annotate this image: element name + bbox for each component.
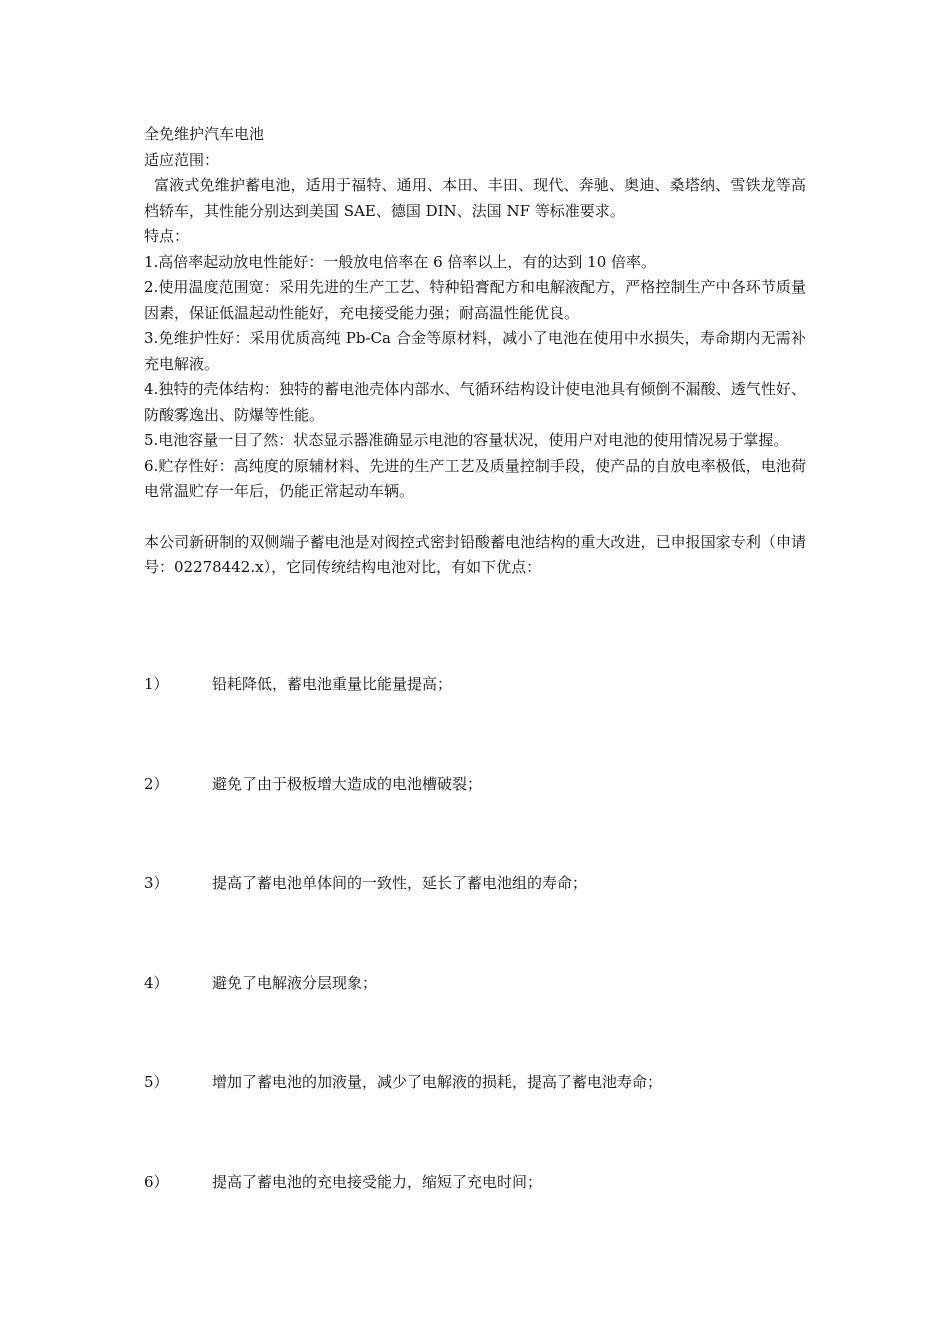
list-number: 1） <box>144 675 169 693</box>
list-text: 避免了电解液分层现象； <box>212 974 378 992</box>
list-item <box>144 1171 806 1193</box>
list-text: 增加了蓄电池的加液量，减少了电解液的损耗，提高了蓄电池寿命； <box>212 1073 663 1091</box>
list-number: 6） <box>144 1173 169 1191</box>
feature-item: 5.电池容量一目了然：状态显示器准确显示电池的容量状况，使用户对电池的使用情况易于掌握。 <box>144 431 789 449</box>
list-item <box>144 1071 806 1093</box>
document-title: 全免维护汽车电池 <box>144 125 265 143</box>
feature-item: 3.免维护性好：采用优质高纯 Pb-Ca 合金等原材料，减小了电池在使用中水损失，寿命期内无需补充电解液。 <box>144 329 806 373</box>
list-number: 3） <box>144 874 169 892</box>
list-item <box>144 972 806 994</box>
document-body <box>144 122 806 581</box>
paragraph-spacer <box>144 505 806 530</box>
intro-paragraph: 本公司新研制的双侧端子蓄电池是对阀控式密封铅酸蓄电池结构的重大改进，已申报国家专利（申请号：02278442.x），它同传统结构电池对比，有如下优点： <box>144 532 806 576</box>
feature-item: 4.独特的壳体结构：独特的蓄电池壳体内部水、气循环结构设计使电池具有倾倒不漏酸、透气性好、防酸雾逸出、防爆等性能。 <box>144 380 806 424</box>
list-number: 2） <box>144 775 169 793</box>
feature-item: 1.高倍率起动放电性能好：一般放电倍率在 6 倍率以上，有的达到 10 倍率。 <box>144 252 657 271</box>
list-item <box>144 872 806 894</box>
scope-heading: 适应范围： <box>144 150 220 169</box>
list-number: 5） <box>144 1073 169 1091</box>
feature-item: 2.使用温度范围宽：采用先进的生产工艺、特种铅膏配方和电解液配方，严格控制生产中各环节质量因素，保证低温起动性能好，充电接受能力强；耐高温性能优良。 <box>144 278 806 322</box>
list-text: 避免了由于极板增大造成的电池槽破裂； <box>212 775 483 793</box>
feature-item: 6.贮存性好：高纯度的原辅材料、先进的生产工艺及质量控制手段，使产品的自放电率极低，电池荷电常温贮存一年后，仍能正常起动车辆。 <box>144 456 806 500</box>
scope-paragraph: 富液式免维护蓄电池，适用于福特、通用、本田、丰田、现代、奔驰、奥迪、桑塔纳、雪铁龙等高档轿车，其性能分别达到美国 SAE、德国 DIN、法国 NF 等标准要求。 <box>144 176 806 220</box>
features-heading: 特点： <box>144 227 190 245</box>
list-text: 提高了蓄电池单体间的一致性，延长了蓄电池组的寿命； <box>212 874 588 892</box>
list-text: 铅耗降低，蓄电池重量比能量提高； <box>212 675 453 693</box>
list-item <box>144 673 806 695</box>
list-text: 提高了蓄电池的充电接受能力，缩短了充电时间； <box>212 1173 543 1191</box>
list-item <box>144 773 806 795</box>
list-number: 4） <box>144 974 169 992</box>
